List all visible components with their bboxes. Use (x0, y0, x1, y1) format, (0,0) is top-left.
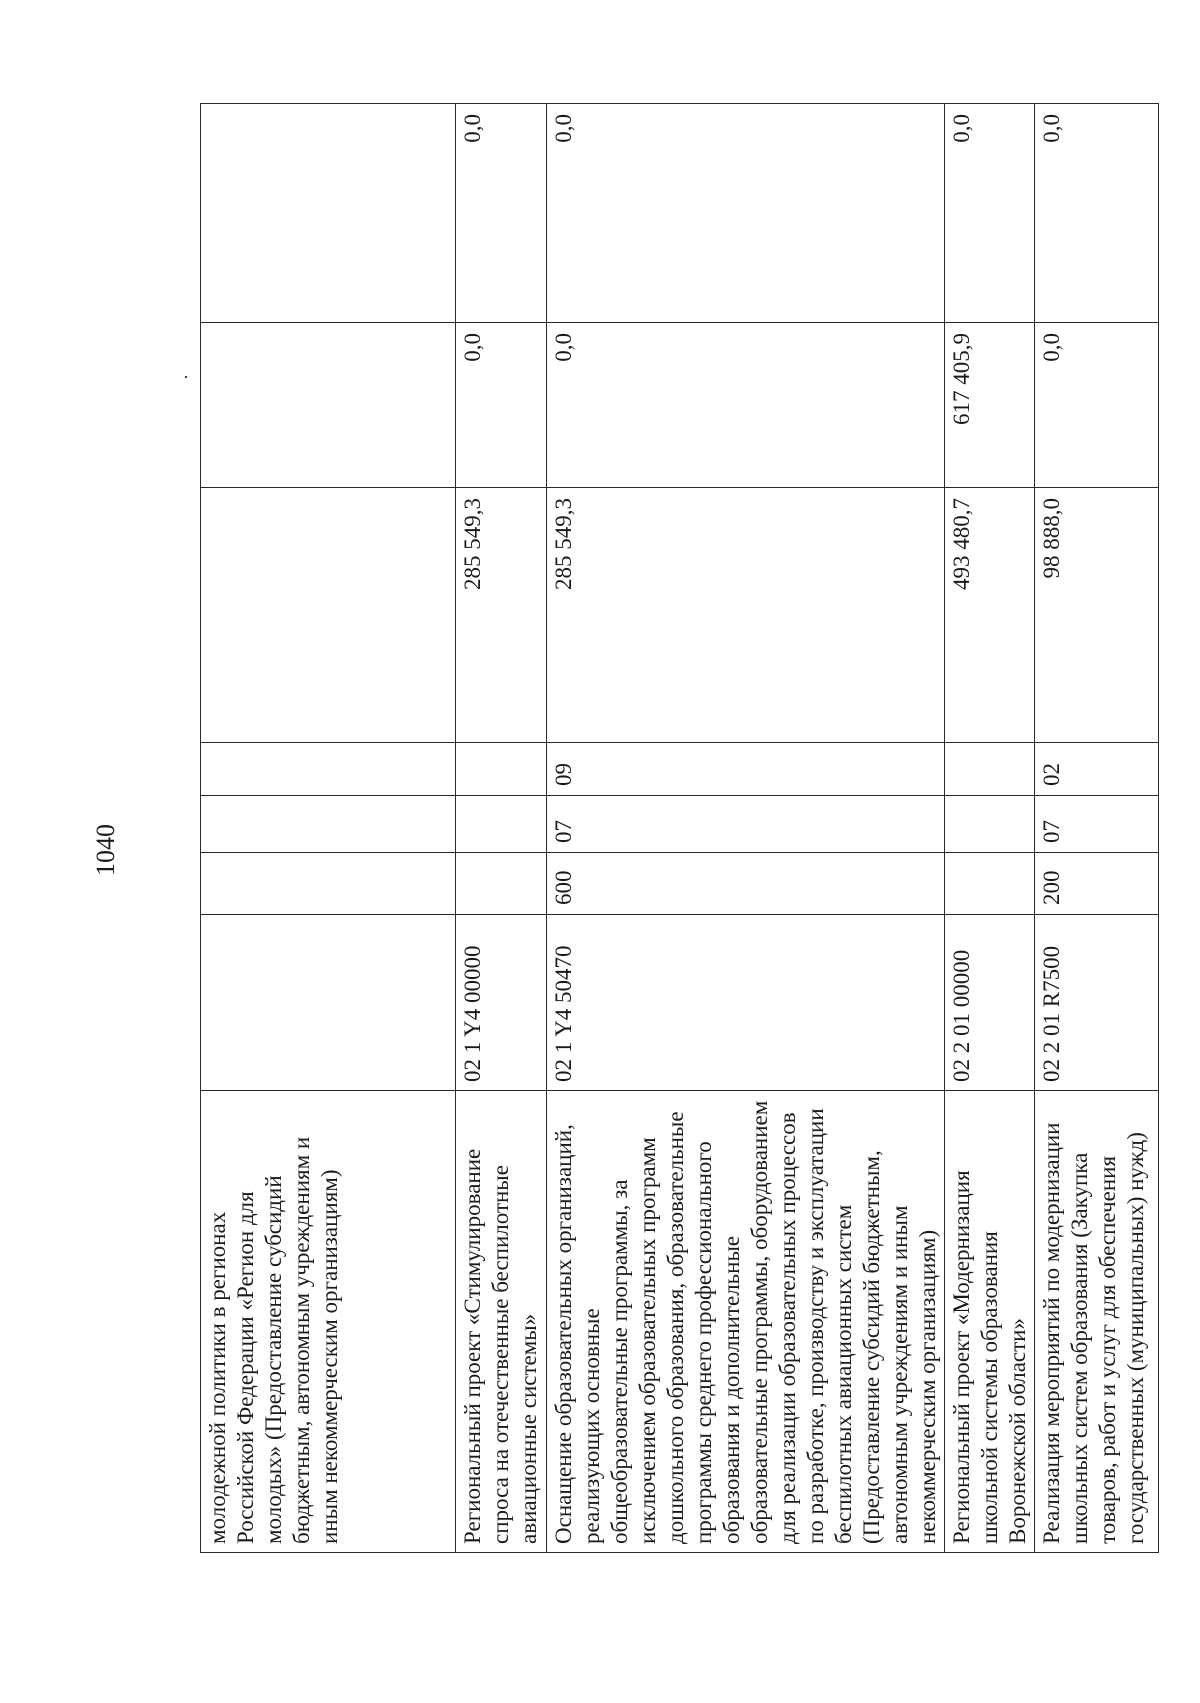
row-sum-1: 98 888,0 (1035, 488, 1159, 743)
row-code: 02 2 01 00000 (945, 915, 1035, 1091)
row-pr (456, 743, 547, 796)
row-rz (201, 796, 456, 853)
row-sum-3 (201, 104, 456, 323)
row-pr: 02 (1035, 743, 1159, 796)
row-code: 02 1 Y4 50470 (547, 915, 945, 1091)
row-sum-1: 493 480,7 (945, 488, 1035, 743)
table-row (456, 104, 547, 1553)
rotated-table-container (200, 104, 1148, 1553)
row-code: 02 2 01 R7500 (1035, 915, 1159, 1091)
page-number: 1040 (91, 824, 120, 876)
table-row (201, 104, 456, 1553)
row-sum-2: 617 405,9 (945, 323, 1035, 488)
row-name: Региональный проект «Модернизация школьной системы образования Воронежской области» (945, 1091, 1035, 1553)
scan-speck (185, 376, 187, 378)
row-name: молодежной политики в регионах Российской Федерации «Регион для молодых» (Предоставление субсидий бюджетным, автономным учреждениям и иным некоммерческим организациям) (201, 1091, 456, 1553)
row-sum-1 (201, 488, 456, 743)
row-sum-3: 0,0 (547, 104, 945, 323)
row-sum-1: 285 549,3 (456, 488, 547, 743)
row-vr (456, 853, 547, 915)
row-sum-2: 0,0 (1035, 323, 1159, 488)
row-rz (456, 796, 547, 853)
row-name: Оснащение образовательных организаций, реализующих основные общеобразовательные программы, за исключением образовательных программ дошкольного образования, образовательные программы среднего профессионального образования и дополнительные образовательные программы, оборудованием для реализации образовательных процессов по разработке, производству и эксплуатации беспилотных авиационных систем (Предоставление субсидий бюджетным, автономным учреждениям и иным некоммерческим организациям) (547, 1091, 945, 1553)
row-rz: 07 (1035, 796, 1159, 853)
row-pr (201, 743, 456, 796)
table-row (1035, 104, 1159, 1553)
table-row (547, 104, 945, 1553)
table-row (945, 104, 1035, 1553)
row-sum-2 (201, 323, 456, 488)
row-name: Региональный проект «Стимулирование спроса на отечественные беспилотные авиационные системы» (456, 1091, 547, 1553)
row-vr: 200 (1035, 853, 1159, 915)
row-vr (201, 853, 456, 915)
row-sum-3: 0,0 (945, 104, 1035, 323)
row-vr: 600 (547, 853, 945, 915)
row-vr (945, 853, 1035, 915)
row-rz: 07 (547, 796, 945, 853)
row-rz (945, 796, 1035, 853)
row-code (201, 915, 456, 1091)
budget-table-wrapper (200, 104, 1148, 1553)
budget-table (200, 103, 1159, 1553)
row-pr: 09 (547, 743, 945, 796)
row-sum-3: 0,0 (1035, 104, 1159, 323)
row-pr (945, 743, 1035, 796)
row-sum-1: 285 549,3 (547, 488, 945, 743)
row-sum-2: 0,0 (547, 323, 945, 488)
row-sum-3: 0,0 (456, 104, 547, 323)
row-sum-2: 0,0 (456, 323, 547, 488)
row-name: Реализация мероприятий по модернизации школьных систем образования (Закупка товаров, работ и услуг для обеспечения государственных (муниципальных) нужд) (1035, 1091, 1159, 1553)
row-code: 02 1 Y4 00000 (456, 915, 547, 1091)
